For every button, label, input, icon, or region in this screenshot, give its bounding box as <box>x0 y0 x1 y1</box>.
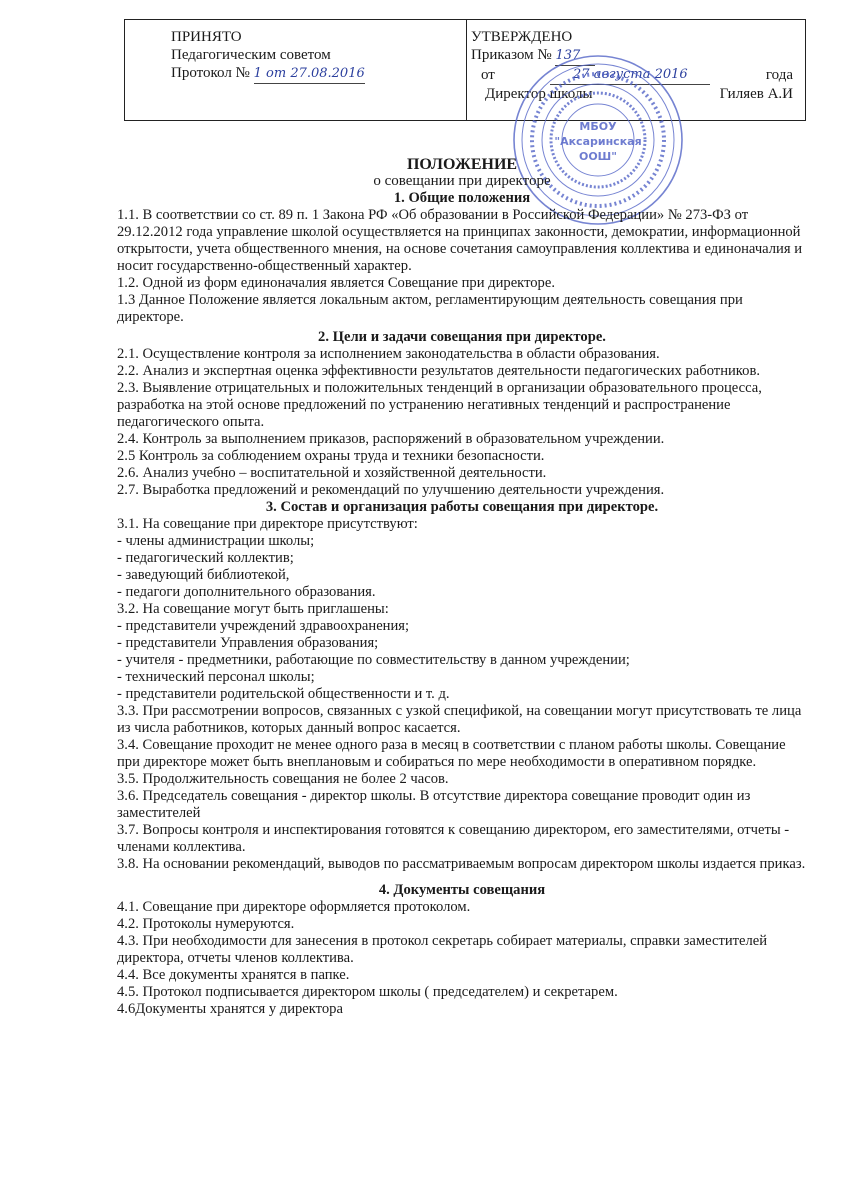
section-3-title: 3. Состав и организация работы совещания при директоре. <box>265 499 659 515</box>
document-subtitle: о совещании при директоре <box>373 173 551 189</box>
section-2-item: 2.7. Выработка предложений и рекомендаций по улучшению деятельности учреждения. <box>117 482 665 498</box>
accepted-cell <box>125 20 467 120</box>
section-3-item: - члены администрации школы; <box>117 533 315 549</box>
section-4-item: 4.3. При необходимости для занесения в протокол секретарь собирает материалы, справки заместителей директора, отчеты членов коллектива. <box>117 933 768 966</box>
section-2-item: 2.5 Контроль за соблюдением охраны труда и техники безопасности. <box>117 448 545 464</box>
order-label: Приказом № <box>471 47 552 63</box>
section-4-item: 4.2. Протоколы нумеруются. <box>117 916 295 932</box>
section-4-item: 4.4. Все документы хранятся в папке. <box>117 967 350 983</box>
section-3-item: - педагогический коллектив; <box>117 550 294 566</box>
section-3-item: 3.3. При рассмотрении вопросов, связанных с узкой спецификой, на совещании могут присутствовать те лица из числа работников, которых данный вопрос касается. <box>117 703 802 736</box>
pedagogical-council-label: Педагогическим советом <box>171 47 331 63</box>
spacer <box>117 873 807 882</box>
section-3-item: 3.2. На совещание могут быть приглашены: <box>117 601 389 617</box>
year-label: года <box>765 67 793 83</box>
section-3-item: - педагоги дополнительного образования. <box>117 584 376 600</box>
section-3-item: - учителя - предметники, работающие по совместительству в данном учреждении; <box>117 652 630 668</box>
from-label: от <box>481 67 495 83</box>
stamp-line-3: ООШ" <box>578 150 618 163</box>
section-2-title: 2. Цели и задачи совещания при директоре. <box>318 329 606 345</box>
section-2-item: 2.3. Выявление отрицательных и положительных тенденций в организации образовательного процесса, разработка на этой основе предложений по устранению негативных тенденций и распространение педагогического опыта. <box>117 380 762 430</box>
section-2-item: 2.1. Осуществление контроля за исполнением законодательства в области образования. <box>117 346 660 362</box>
section-1-title: 1. Общие положения <box>393 190 531 206</box>
section-2-item: 2.2. Анализ и экспертная оценка эффективности результатов деятельности педагогических работников. <box>117 363 760 379</box>
order-handwritten: 137 <box>555 47 595 66</box>
section-3-item: 3.4. Совещание проходит не менее одного раза в месяц в соответствии с планом работы школы. Совещание при директоре может быть внеплановым и собираться по мере необходимости в оперативном порядке. <box>117 737 786 770</box>
section-3-item: 3.8. На основании рекомендаций, выводов по рассматриваемым вопросам директором школы издается приказ. <box>117 856 806 872</box>
section-1-paragraph: 1.3 Данное Положение является локальным актом, регламентирующим деятельность совещания при директоре. <box>117 292 743 325</box>
approved-label: УТВЕРЖДЕНО <box>471 29 573 45</box>
approval-header-table <box>124 19 806 121</box>
section-2-item: 2.6. Анализ учебно – воспитательной и хозяйственной деятельности. <box>117 465 547 481</box>
section-3-item: 3.1. На совещание при директоре присутствуют: <box>117 516 418 532</box>
section-3-item: 3.6. Председатель совещания - директор школы. В отсутствие директора совещание проводит один из заместителей <box>117 788 751 821</box>
section-3-item: - заведующий библиотекой, <box>117 567 290 583</box>
stamp-line-2: "Аксаринская <box>554 135 642 148</box>
protocol-label: Протокол № <box>171 65 250 81</box>
stamp-line-1: МБОУ <box>579 120 617 133</box>
protocol-line <box>171 64 466 84</box>
section-3-item: - представители учреждений здравоохранения; <box>117 618 410 634</box>
section-4-item: 4.5. Протокол подписывается директором школы ( председателем) и секретарем. <box>117 984 618 1000</box>
date-handwritten: 27 августа 2016 <box>550 66 710 85</box>
director-label: Директор школы <box>485 86 593 102</box>
section-3-item: - представители Управления образования; <box>117 635 379 651</box>
section-4-title: 4. Документы совещания <box>378 882 546 898</box>
protocol-handwritten: 1 от 27.08.2016 <box>254 65 365 84</box>
accepted-label: ПРИНЯТО <box>171 29 242 45</box>
section-1-paragraph: 1.2. Одной из форм единоначалия является Совещание при директоре. <box>117 275 555 291</box>
director-name: Гиляев А.И <box>719 86 793 102</box>
section-3-item: 3.5. Продолжительность совещания не более 2 часов. <box>117 771 449 787</box>
section-3-item: - представители родительской общественности и т. д. <box>117 686 450 702</box>
section-4-item: 4.6Документы хранятся у директора <box>117 1001 343 1017</box>
section-3-item: - технический персонал школы; <box>117 669 315 685</box>
document-body <box>117 156 807 1018</box>
section-1-paragraph: 1.1. В соответствии со ст. 89 п. 1 Закона РФ «Об образовании в Российской Федерации» № 273-ФЗ от 29.12.2012 года управление школой осуществляется на принципах законности, демократии, информационной открытости, учета общественного мнения, на основе сочетания самоуправления коллектива и единоначалия и носит государственно-общественный характер. <box>117 207 803 274</box>
section-4-item: 4.1. Совещание при директоре оформляется протоколом. <box>117 899 471 915</box>
document-title: ПОЛОЖЕНИЕ <box>406 156 518 173</box>
section-2-item: 2.4. Контроль за выполнением приказов, распоряжений в образовательном учреждении. <box>117 431 665 447</box>
section-3-item: 3.7. Вопросы контроля и инспектирования готовятся к совещанию директором, его заместителями, отчеты - членами коллектива. <box>117 822 790 855</box>
